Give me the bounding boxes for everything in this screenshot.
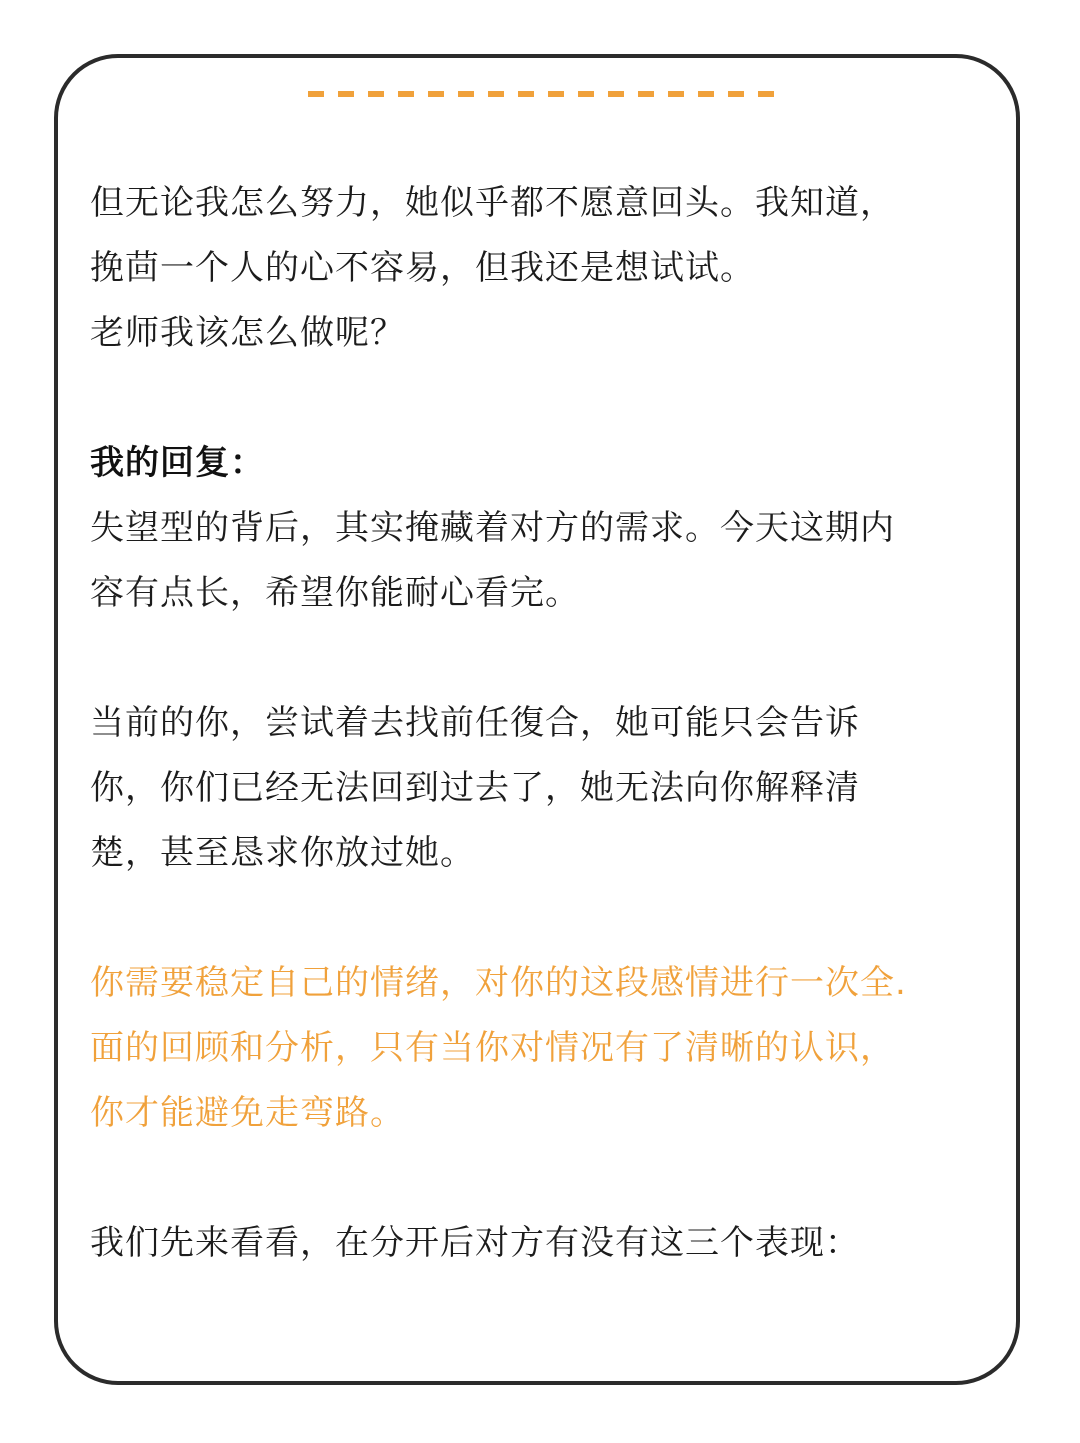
text-line: 但无论我怎么努力，她似乎都不愿意回头。我知道， [90, 183, 895, 223]
article-body [90, 171, 990, 1276]
paragraph-highlight-advice [90, 951, 990, 1146]
text-line: 我们先来看看，在分开后对方有没有这三个表现： [90, 1223, 860, 1263]
text-line: 老师我该怎么做呢？ [90, 313, 405, 353]
text-line: 楚，甚至恳求你放过她。 [90, 833, 475, 873]
paragraph-intro [90, 496, 990, 626]
text-line: 你才能避免走弯路。 [90, 1093, 405, 1133]
text-line: 当前的你，尝试着去找前任復合，她可能只会告诉 [90, 703, 860, 743]
text-line: 容有点长，希望你能耐心看完。 [90, 573, 580, 613]
dashed-divider [308, 91, 776, 97]
reply-heading: 我的回复： [90, 443, 265, 483]
paragraph-question [90, 171, 990, 366]
paragraph-current-situation [90, 691, 990, 886]
text-line: 你，你们已经无法回到过去了，她无法向你解释清 [90, 768, 860, 808]
text-line: 你需要稳定自己的情绪，对你的这段感情进行一次全. [90, 963, 907, 1003]
paragraph-lead-in [90, 1211, 990, 1276]
text-line: 失望型的背后，其实掩藏着对方的需求。今天这期内 [90, 508, 895, 548]
text-line: 挽茴一个人的心不容易，但我还是想试试。 [90, 248, 755, 288]
text-line: 面的回顾和分析，只有当你对情况有了清晰的认识， [90, 1028, 895, 1068]
